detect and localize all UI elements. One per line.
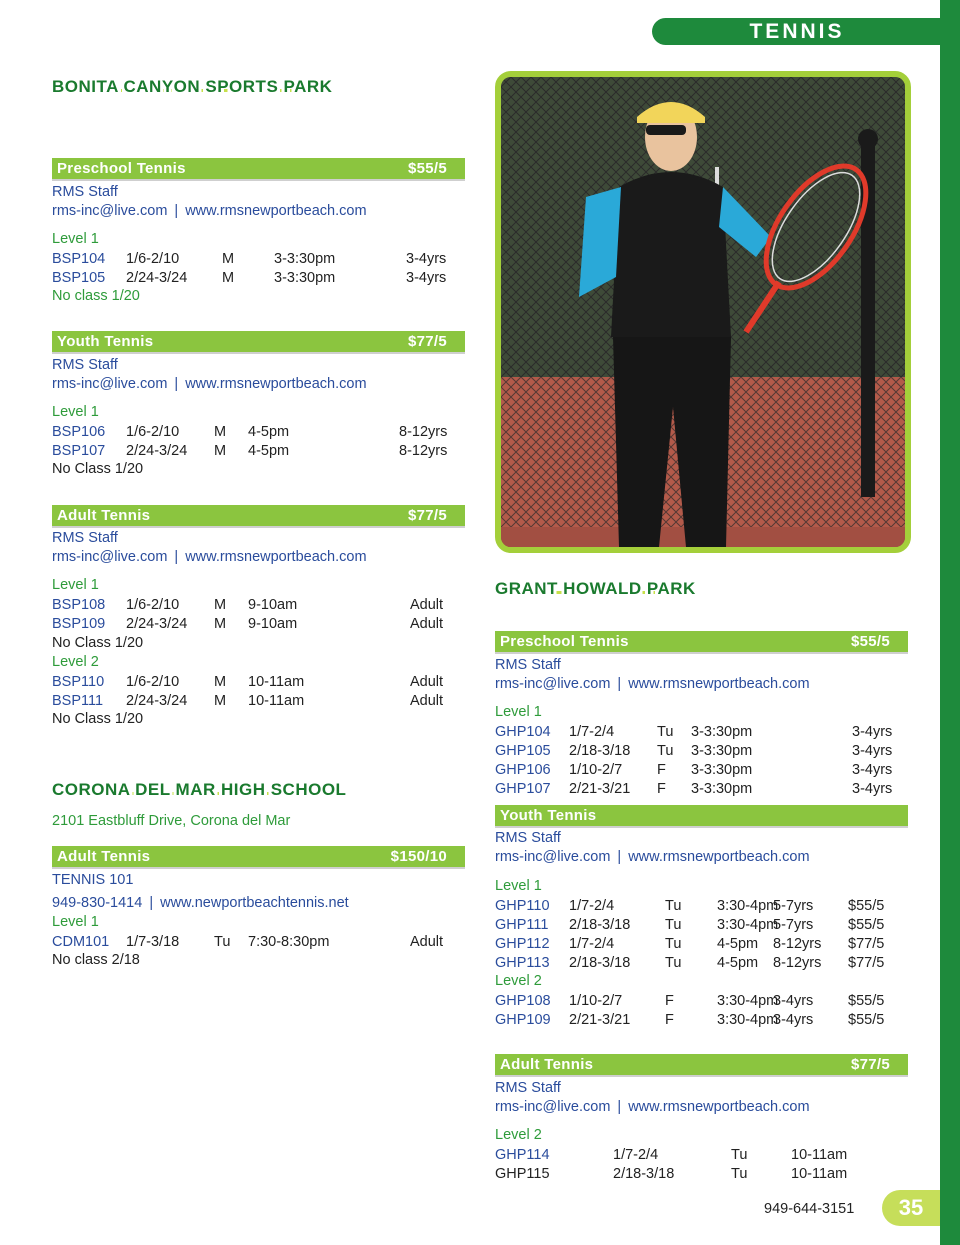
level-label: Level 1 bbox=[495, 878, 542, 894]
date-range: 2/18-3/18 bbox=[569, 917, 631, 933]
age: Adult bbox=[410, 934, 444, 950]
day: M bbox=[214, 424, 227, 440]
age: 3-4yrs bbox=[773, 1012, 814, 1028]
time: 4-5pm bbox=[248, 424, 290, 440]
fee: $55/5 bbox=[848, 1012, 885, 1028]
date-range: 2/18-3/18 bbox=[613, 1166, 675, 1182]
course-code: GHP112 bbox=[495, 936, 550, 952]
class-name: Adult Tennis bbox=[500, 1056, 594, 1073]
age: 8-12yrs bbox=[399, 443, 448, 459]
separator: | bbox=[617, 849, 622, 865]
course-code: BSP108 bbox=[52, 597, 106, 613]
divider bbox=[52, 526, 465, 528]
course-code: GHP111 bbox=[495, 917, 549, 933]
separator: | bbox=[174, 549, 179, 565]
contact-line bbox=[495, 676, 810, 692]
class-name: Adult Tennis bbox=[57, 507, 151, 524]
date-range: 2/18-3/18 bbox=[569, 743, 631, 759]
time: 4-5pm bbox=[248, 443, 290, 459]
course-code: BSP110 bbox=[52, 674, 105, 690]
date-range: 2/24-3/24 bbox=[126, 693, 188, 709]
email-link[interactable]: rms-inc@live.com bbox=[52, 549, 168, 565]
instructor: RMS Staff bbox=[52, 530, 118, 546]
level-label: Level 2 bbox=[52, 654, 99, 670]
time: 3:30-4pm bbox=[717, 917, 779, 933]
day: Tu bbox=[665, 936, 682, 952]
course-code: GHP109 bbox=[495, 1012, 551, 1028]
time: 7:30-8:30pm bbox=[248, 934, 330, 950]
fee: $55/5 bbox=[848, 993, 885, 1009]
day: M bbox=[222, 251, 235, 267]
park-title-corona: CORONA DEL MAR HIGH SCHOOL bbox=[52, 780, 347, 799]
time: 10-11am bbox=[248, 674, 305, 690]
class-name: Youth Tennis bbox=[500, 807, 597, 824]
course-code: BSP111 bbox=[52, 693, 104, 709]
class-name: Adult Tennis bbox=[57, 848, 151, 865]
class-price: $77/5 bbox=[407, 333, 447, 350]
time: 3:30-4pm bbox=[717, 898, 779, 914]
date-range: 2/18-3/18 bbox=[569, 955, 631, 971]
time: 3-3:30pm bbox=[274, 270, 336, 286]
day: M bbox=[222, 270, 235, 286]
email-link[interactable]: rms-inc@live.com bbox=[52, 203, 168, 219]
class-note: No class 1/20 bbox=[52, 288, 140, 304]
age: 3-4yrs bbox=[852, 781, 893, 797]
date-range: 1/7-2/4 bbox=[569, 898, 615, 914]
divider bbox=[52, 352, 465, 354]
class-header-preschool bbox=[52, 158, 465, 179]
date-range: 1/7-2/4 bbox=[569, 936, 615, 952]
age: 3-4yrs bbox=[852, 762, 893, 778]
age: 3-4yrs bbox=[406, 270, 447, 286]
date-range: 1/7-2/4 bbox=[613, 1147, 659, 1163]
day: Tu bbox=[665, 917, 682, 933]
contact-line bbox=[52, 203, 367, 219]
day: Tu bbox=[731, 1166, 748, 1182]
class-header-youth bbox=[52, 331, 465, 352]
day: F bbox=[657, 781, 666, 797]
course-code: BSP107 bbox=[52, 443, 106, 459]
level-label: Level 2 bbox=[495, 1127, 542, 1143]
website-link[interactable]: www.rmsnewportbeach.com bbox=[628, 849, 810, 865]
level-label: Level 1 bbox=[52, 914, 99, 930]
date-range: 1/6-2/10 bbox=[126, 597, 180, 613]
course-code: CDM101 bbox=[52, 934, 110, 950]
course-code: GHP105 bbox=[495, 743, 551, 759]
day: M bbox=[214, 597, 227, 613]
photo-illustration bbox=[501, 77, 905, 547]
divider bbox=[52, 867, 465, 869]
website-link[interactable]: www.rmsnewportbeach.com bbox=[185, 203, 367, 219]
age: 3-4yrs bbox=[852, 724, 893, 740]
divider bbox=[495, 1075, 908, 1077]
date-range: 2/24-3/24 bbox=[126, 270, 188, 286]
class-price: $55/5 bbox=[850, 633, 890, 650]
fee: $77/5 bbox=[848, 955, 885, 971]
separator: | bbox=[149, 895, 154, 911]
instructor: RMS Staff bbox=[495, 1080, 561, 1096]
fee: $55/5 bbox=[848, 917, 885, 933]
level-label: Level 1 bbox=[52, 404, 99, 420]
day: Tu bbox=[665, 955, 682, 971]
instructor: RMS Staff bbox=[52, 357, 118, 373]
course-code: BSP104 bbox=[52, 251, 106, 267]
email-link[interactable]: rms-inc@live.com bbox=[495, 1099, 611, 1115]
level-label: Level 2 bbox=[495, 973, 542, 989]
time: 4-5pm bbox=[717, 936, 759, 952]
instructor: RMS Staff bbox=[52, 184, 118, 200]
day: F bbox=[657, 762, 666, 778]
divider bbox=[52, 179, 465, 181]
website-link[interactable]: www.rmsnewportbeach.com bbox=[185, 376, 367, 392]
class-header-adult bbox=[52, 505, 465, 526]
instructor: TENNIS 101 bbox=[52, 872, 134, 888]
course-code: GHP104 bbox=[495, 724, 551, 740]
class-name: Youth Tennis bbox=[57, 333, 154, 350]
day: M bbox=[214, 443, 227, 459]
day: Tu bbox=[665, 898, 682, 914]
separator: | bbox=[174, 203, 179, 219]
time: 10-11am bbox=[791, 1166, 848, 1182]
fee: $77/5 bbox=[848, 936, 885, 952]
class-note: No Class 1/20 bbox=[52, 461, 144, 477]
date-range: 1/10-2/7 bbox=[569, 762, 623, 778]
website-link[interactable]: www.rmsnewportbeach.com bbox=[628, 676, 810, 692]
instructor: RMS Staff bbox=[495, 830, 561, 846]
park-address: 2101 Eastbluff Drive, Corona del Mar bbox=[52, 813, 291, 829]
course-code: BSP106 bbox=[52, 424, 106, 440]
page-number: 35 bbox=[882, 1190, 940, 1226]
day: F bbox=[665, 993, 674, 1009]
date-range: 2/24-3/24 bbox=[126, 616, 188, 632]
class-name: Preschool Tennis bbox=[500, 633, 629, 650]
day: Tu bbox=[214, 934, 231, 950]
time: 3:30-4pm bbox=[717, 993, 779, 1009]
date-range: 1/6-2/10 bbox=[126, 424, 180, 440]
class-header-adult bbox=[495, 1054, 908, 1075]
footer-phone: 949-644-3151 bbox=[764, 1201, 855, 1217]
class-header-youth bbox=[495, 805, 908, 826]
park-title-bonita: BONITA CANYON SPORTS PARK bbox=[52, 77, 333, 96]
website-link[interactable]: www.rmsnewportbeach.com bbox=[185, 549, 367, 565]
class-price: $150/10 bbox=[390, 848, 447, 865]
time: 4-5pm bbox=[717, 955, 759, 971]
day: Tu bbox=[657, 743, 674, 759]
park-title-grant: GRANT HOWALD PARK bbox=[495, 579, 696, 598]
level-label: Level 1 bbox=[52, 231, 99, 247]
age: 8-12yrs bbox=[399, 424, 448, 440]
date-range: 1/10-2/7 bbox=[569, 993, 623, 1009]
time: 9-10am bbox=[248, 616, 298, 632]
contact-line bbox=[52, 549, 367, 565]
class-note: No Class 1/20 bbox=[52, 635, 144, 651]
day: Tu bbox=[731, 1147, 748, 1163]
class-note: No Class 1/20 bbox=[52, 711, 144, 727]
class-price: $77/5 bbox=[850, 1056, 890, 1073]
age: Adult bbox=[410, 693, 444, 709]
course-code: GHP107 bbox=[495, 781, 551, 797]
fee: $55/5 bbox=[848, 898, 885, 914]
course-code: GHP108 bbox=[495, 993, 551, 1009]
age: 3-4yrs bbox=[773, 993, 814, 1009]
day: M bbox=[214, 693, 227, 709]
email-link[interactable]: rms-inc@live.com bbox=[495, 676, 611, 692]
age: Adult bbox=[410, 616, 444, 632]
time: 3-3:30pm bbox=[691, 724, 753, 740]
age: 8-12yrs bbox=[773, 955, 822, 971]
website-link[interactable]: www.rmsnewportbeach.com bbox=[628, 1099, 810, 1115]
date-range: 1/6-2/10 bbox=[126, 251, 180, 267]
class-header-preschool bbox=[495, 631, 908, 652]
divider bbox=[495, 826, 908, 828]
section-tab: TENNIS bbox=[652, 18, 942, 45]
website-link[interactable]: www.newportbeachtennis.net bbox=[160, 895, 349, 911]
date-range: 2/24-3/24 bbox=[126, 443, 188, 459]
time: 3-3:30pm bbox=[274, 251, 336, 267]
right-edge-bar bbox=[940, 0, 960, 1245]
date-range: 1/7-2/4 bbox=[569, 724, 615, 740]
class-header-adult bbox=[52, 846, 465, 867]
contact-line bbox=[495, 849, 810, 865]
time: 10-11am bbox=[791, 1147, 848, 1163]
time: 9-10am bbox=[248, 597, 298, 613]
age: 3-4yrs bbox=[852, 743, 893, 759]
date-range: 2/21-3/21 bbox=[569, 1012, 631, 1028]
email-link[interactable]: rms-inc@live.com bbox=[495, 849, 611, 865]
day: Tu bbox=[657, 724, 674, 740]
age: 3-4yrs bbox=[406, 251, 447, 267]
contact-line bbox=[52, 895, 349, 911]
time: 3-3:30pm bbox=[691, 781, 753, 797]
instructor: RMS Staff bbox=[495, 657, 561, 673]
separator: | bbox=[174, 376, 179, 392]
day: M bbox=[214, 674, 227, 690]
contact-line bbox=[495, 1099, 810, 1115]
course-code: GHP110 bbox=[495, 898, 550, 914]
time: 3-3:30pm bbox=[691, 762, 753, 778]
age: Adult bbox=[410, 597, 444, 613]
date-range: 1/7-3/18 bbox=[126, 934, 180, 950]
day: M bbox=[214, 616, 227, 632]
phone-link[interactable]: 949-830-1414 bbox=[52, 895, 143, 911]
level-label: Level 1 bbox=[52, 577, 99, 593]
separator: | bbox=[617, 1099, 622, 1115]
age: 5-7yrs bbox=[773, 917, 814, 933]
age: 8-12yrs bbox=[773, 936, 822, 952]
divider bbox=[495, 652, 908, 654]
course-code: BSP109 bbox=[52, 616, 106, 632]
date-range: 1/6-2/10 bbox=[126, 674, 180, 690]
time: 3:30-4pm bbox=[717, 1012, 779, 1028]
class-price: $55/5 bbox=[407, 160, 447, 177]
level-label: Level 1 bbox=[495, 704, 542, 720]
course-code: GHP115 bbox=[495, 1166, 550, 1182]
age: Adult bbox=[410, 674, 444, 690]
time: 3-3:30pm bbox=[691, 743, 753, 759]
email-link[interactable]: rms-inc@live.com bbox=[52, 376, 168, 392]
contact-line bbox=[52, 376, 367, 392]
class-note: No class 2/18 bbox=[52, 952, 140, 968]
age: 5-7yrs bbox=[773, 898, 814, 914]
course-code: GHP113 bbox=[495, 955, 550, 971]
course-code: BSP105 bbox=[52, 270, 106, 286]
course-code: GHP106 bbox=[495, 762, 551, 778]
class-name: Preschool Tennis bbox=[57, 160, 186, 177]
course-code: GHP114 bbox=[495, 1147, 550, 1163]
time: 10-11am bbox=[248, 693, 305, 709]
class-price: $77/5 bbox=[407, 507, 447, 524]
day: F bbox=[665, 1012, 674, 1028]
separator: | bbox=[617, 676, 622, 692]
tennis-player-photo bbox=[495, 71, 911, 553]
date-range: 2/21-3/21 bbox=[569, 781, 631, 797]
